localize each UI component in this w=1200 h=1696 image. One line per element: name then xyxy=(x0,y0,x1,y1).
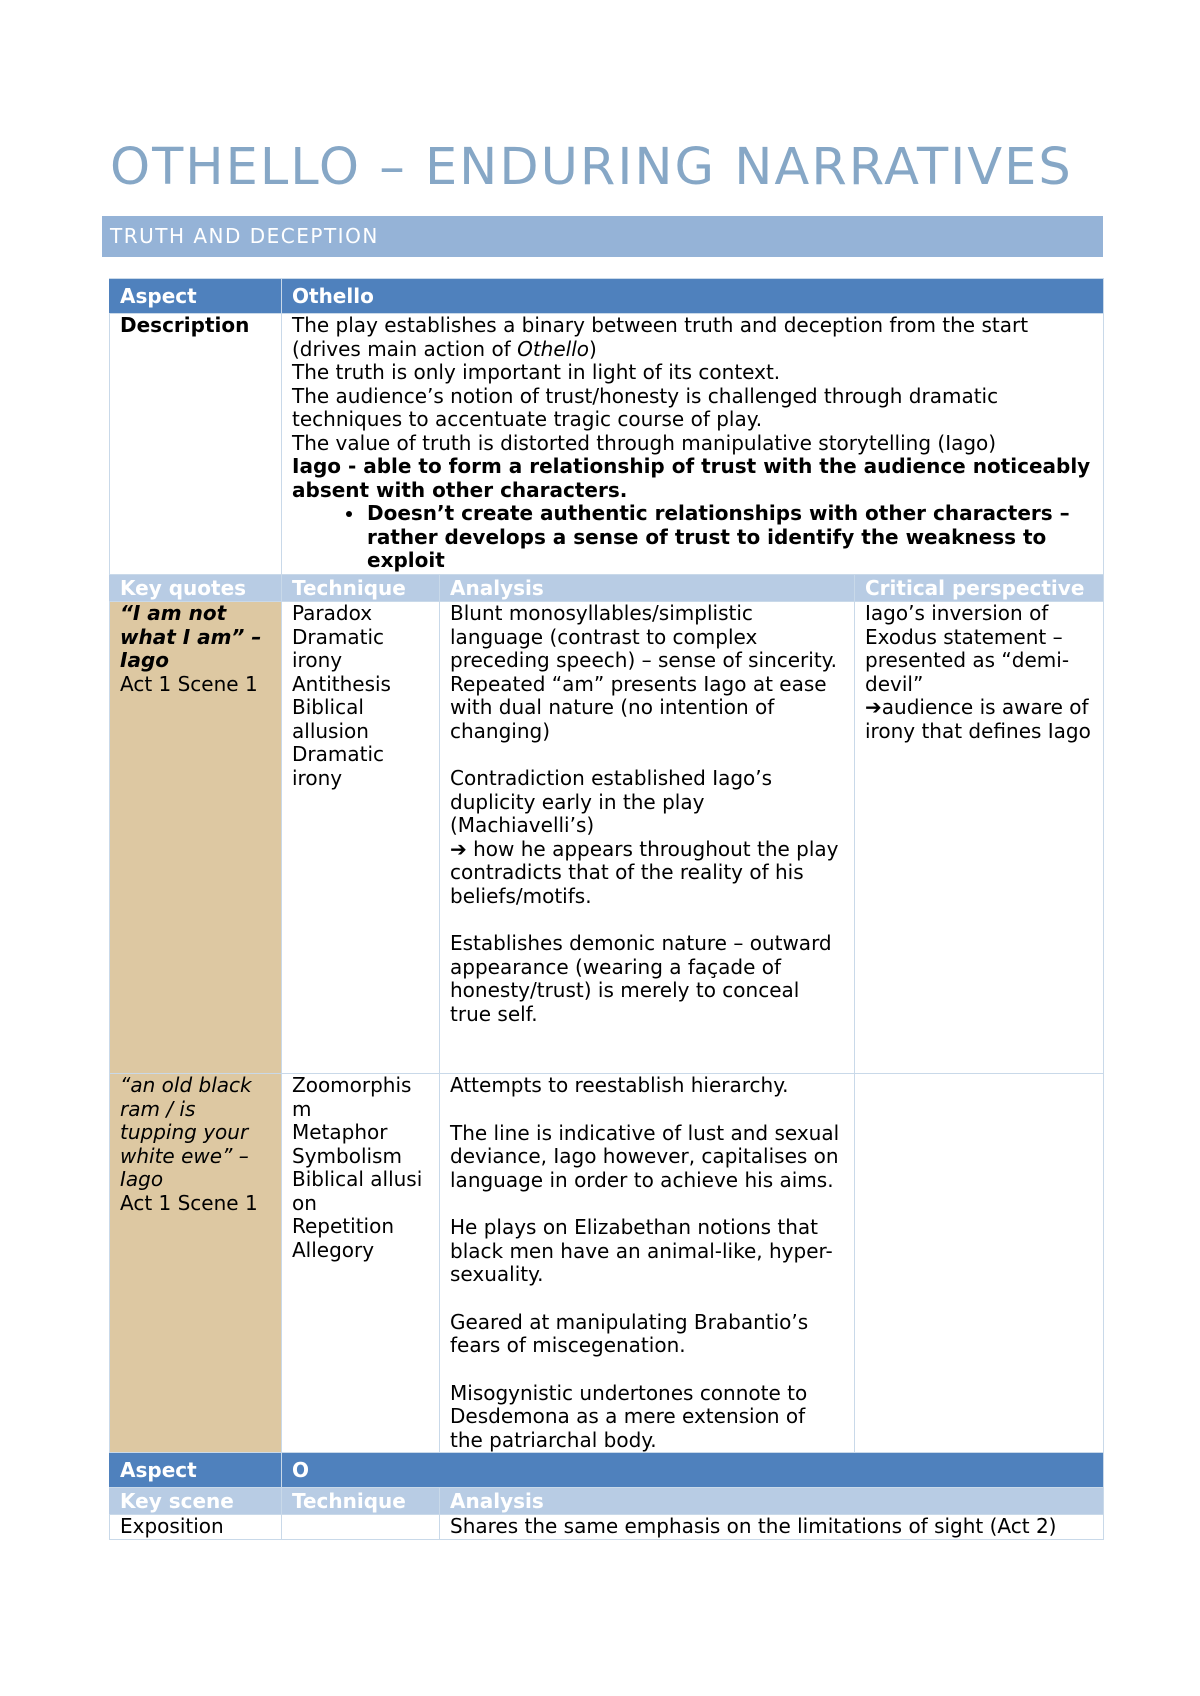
aspect-header-label: Aspect xyxy=(110,279,282,314)
description-line-2: The truth is only important in light of its context. xyxy=(292,360,781,384)
subheader-technique: Technique xyxy=(282,575,440,602)
analysis-paragraph: The line is indicative of lust and sexual deviance, Iago however, capitalises on language in order to achieve his aims. xyxy=(450,1120,840,1192)
analysis-paragraph: He plays on Elizabethan notions that black men have an animal-like, hyper-sexuality. xyxy=(450,1215,833,1286)
critical-text-2: ➔audience is aware of irony that defines Iago xyxy=(865,695,1091,743)
description-bullet-1: • Doesn’t create authentic relationships with other characters – rather develops a sense of trust to identify the weakness to exploit xyxy=(365,502,1093,573)
technique-item: Biblical allusion xyxy=(292,695,369,743)
technique-item: Antithesis xyxy=(292,671,391,696)
scene-row-1 xyxy=(110,1515,1104,1540)
quote-2-analysis xyxy=(440,1074,855,1453)
subheader-analysis: Analysis xyxy=(440,575,855,602)
description-bullets xyxy=(292,502,1093,573)
subheader-technique-2: Technique xyxy=(282,1488,440,1515)
quote-row-2 xyxy=(110,1074,1104,1453)
quote-2-techniques xyxy=(282,1074,440,1453)
technique-item: Allegory xyxy=(292,1237,375,1262)
aspect-header-label-2: Aspect xyxy=(110,1453,282,1488)
technique-item: Zoomorphism xyxy=(292,1073,412,1121)
quote-2-text: “an old black ram / is tupping your white ewe” – Iago xyxy=(120,1073,252,1191)
analysis-paragraph: Establishes demonic nature – outward appearance (wearing a façade of honesty/trust) is merely to conceal true self. xyxy=(450,931,832,1026)
analysis-table xyxy=(109,278,1104,1540)
description-line-1-text: The play establishes a binary between truth and deception from the start (drives main action of xyxy=(292,313,1029,361)
technique-item: Repetition xyxy=(292,1214,395,1238)
description-line-1-title: Othello xyxy=(517,336,589,361)
aspect-header-row xyxy=(110,279,1104,314)
technique-item: Biblical allusion xyxy=(292,1167,423,1215)
quote-1-ref: Act 1 Scene 1 xyxy=(120,671,258,696)
subheader-critical-perspective: Critical perspective xyxy=(855,575,1104,602)
analysis-paragraph: Attempts to reestablish hierarchy. xyxy=(450,1073,789,1097)
technique-item: Metaphor xyxy=(292,1120,388,1144)
description-row xyxy=(110,314,1104,575)
description-line-1-end: ) xyxy=(589,336,597,361)
quote-2-cell xyxy=(110,1074,282,1453)
aspect-header-value-2: O xyxy=(282,1453,1104,1488)
document-title: OTHELLO – ENDURING NARRATIVES xyxy=(110,138,1073,197)
analysis-paragraph: Geared at manipulating Brabantio’s fears of miscegenation. xyxy=(450,1309,809,1357)
quote-1-cell xyxy=(110,602,282,1074)
scene-technique xyxy=(282,1515,440,1540)
description-label: Description xyxy=(110,314,282,575)
description-line-4: The value of truth is distorted through manipulative storytelling (Iago) xyxy=(292,430,997,455)
subheader-key-quotes: Key quotes xyxy=(110,575,282,602)
quote-row-1 xyxy=(110,602,1104,1074)
scene-analysis: Shares the same emphasis on the limitations of sight (Act 2) xyxy=(440,1515,1104,1540)
description-line-3: The audience’s notion of trust/honesty is challenged through dramatic techniques to accentuate tragic course of play. xyxy=(292,383,999,431)
quote-2-ref: Act 1 Scene 1 xyxy=(120,1190,258,1215)
analysis-paragraph: Misogynistic undertones connote to Desdemona as a mere extension of the patriarchal body. xyxy=(450,1380,808,1452)
subheader-analysis-2: Analysis xyxy=(440,1488,1104,1515)
technique-item: Symbolism xyxy=(292,1143,402,1168)
description-cell xyxy=(282,314,1104,575)
scene-subheader-row xyxy=(110,1488,1104,1515)
quote-2-critical xyxy=(855,1074,1104,1453)
analysis-paragraph: Blunt monosyllables/simplistic language (contrast to complex preceding speech) – sense of sincerity. Repeated “am” presents Iago at ease with dual nature (no intention of changing) xyxy=(450,601,838,743)
description-line-5: Iago - able to form a relationship of trust with the audience noticeably absent with other characters. xyxy=(292,454,1091,502)
aspect-header-value: Othello xyxy=(282,279,1104,314)
description-line-1 xyxy=(292,314,1093,361)
section-heading: TRUTH AND DECEPTION xyxy=(102,216,1103,257)
analysis-paragraph: ➔ how he appears throughout the play contradicts that of the reality of his beliefs/motifs. xyxy=(450,836,839,908)
subheader-key-scene: Key scene xyxy=(110,1488,282,1515)
quotes-subheader-row xyxy=(110,575,1104,602)
quote-1-critical xyxy=(855,602,1104,1074)
quote-1-text: “I am not what I am” – Iago xyxy=(120,601,262,672)
quote-1-analysis xyxy=(440,602,855,1074)
aspect-header-row-2 xyxy=(110,1453,1104,1488)
quote-1-techniques xyxy=(282,602,440,1074)
analysis-paragraph: Contradiction established Iago’s duplicity early in the play (Machiavelli’s) xyxy=(450,766,773,837)
critical-text: Iago’s inversion of Exodus statement – presented as “demi-devil” xyxy=(865,601,1070,696)
technique-item: Paradox xyxy=(292,601,373,625)
technique-item: Dramatic irony xyxy=(292,742,385,790)
technique-item: Dramatic irony xyxy=(292,624,385,672)
scene-name: Exposition xyxy=(110,1515,282,1540)
